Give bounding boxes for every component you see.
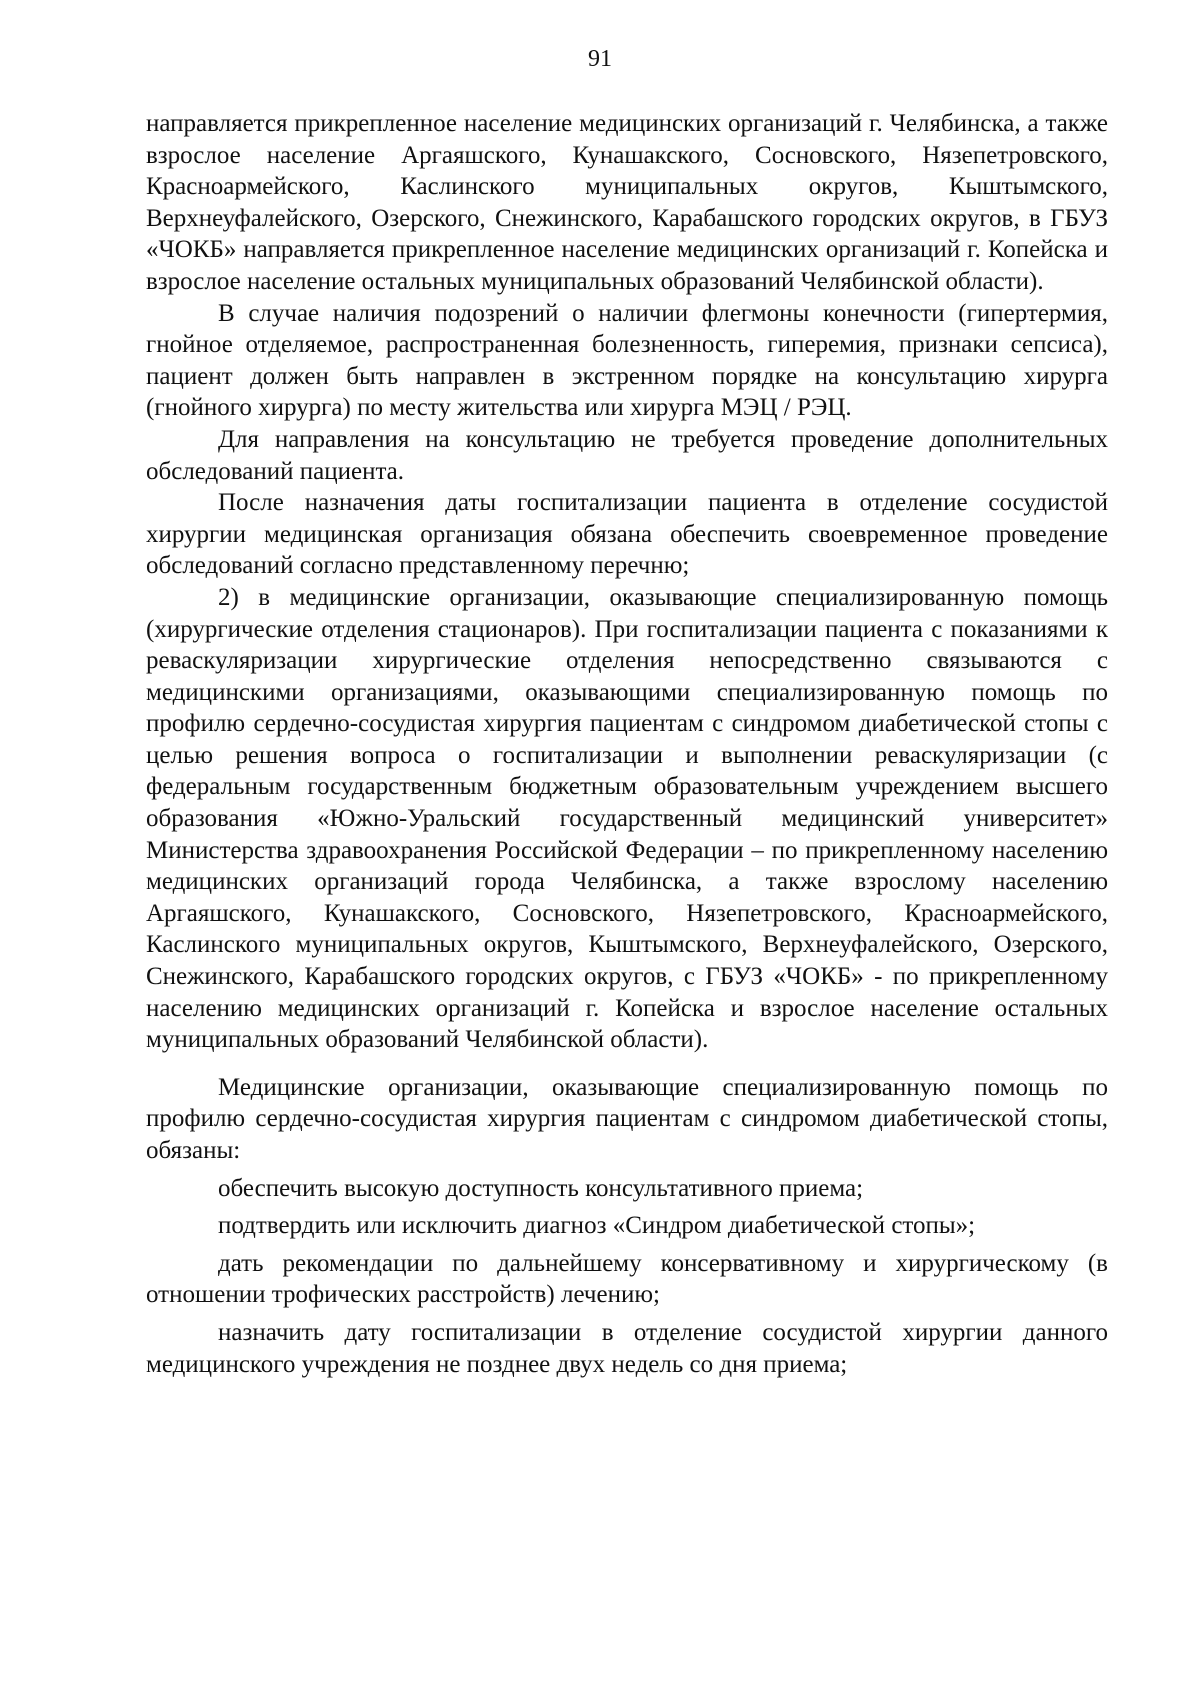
document-body — [146, 108, 1108, 1380]
page-number: 91 — [588, 46, 612, 72]
list-item-hospitalization-date: назначить дату госпитализации в отделение сосудистой хирургии данного медицинского учреждения не позднее двух недель со дня приема; — [146, 1318, 1108, 1378]
paragraph-after-hospitalization-date: После назначения даты госпитализации пациента в отделение сосудистой хирургии медицинская организация обязана обеспечить своевременное проведение обследований согласно представленному перечню; — [146, 489, 1108, 580]
paragraph-item-2: 2) в медицинские организации, оказывающие специализированную помощь (хирургические отделения стационаров). При госпитализации пациента с показаниями к реваскуляризации хирургические отделения непосредственно связываются с медицинскими организациями, оказывающими специализированную помощь по профилю сердечно-сосудистая хирургия пациентам с синдромом диабетической стопы с целью решения вопроса о госпитализации и выполнении реваскуляризации (с федеральным государственным бюджетным образовательным учреждением высшего образования «Южно-Уральский государственный медицинский университет» Министерства здравоохранения Российской Федерации – по прикрепленному населению медицинских организаций города Челябинска, а также взрослому населению Аргаяшского, Кунашакского, Сосновского, Нязепетровского, Красноармейского, Каслинского муниципальных округов, Кыштымского, Верхнеуфалейского, Озерского, Снежинского, Карабашского городских округов, с ГБУЗ «ЧОКБ» - по прикрепленному населению медицинских организаций г. Копейска и взрослое население остальных муниципальных образований Челябинской области). — [146, 583, 1108, 1054]
paragraph-obligations-intro: Медицинские организации, оказывающие специализированную помощь по профилю сердечно-сосудистая хирургия пациентам с синдромом диабетической стопы, обязаны: — [146, 1073, 1108, 1164]
list-item-availability: обеспечить высокую доступность консультативного приема; — [218, 1174, 864, 1202]
paragraph-referral-no-exams: Для направления на консультацию не требуется проведение дополнительных обследований пациента. — [146, 425, 1108, 485]
paragraph-continuation: направляется прикрепленное население медицинских организаций г. Челябинска, а также взрослое население Аргаяшского, Кунашакского, Сосновского, Нязепетровского, Красноармейского, Каслинского муниципальных округов, Кыштымского, Верхнеуфалейского, Озерского, Снежинского, Карабашского городских округов, в ГБУЗ «ЧОКБ» направляется прикрепленное население медицинских организаций г. Копейска и взрослое население остальных муниципальных образований Челябинской области). — [146, 110, 1108, 295]
list-item-diagnosis: подтвердить или исключить диагноз «Синдром диабетической стопы»; — [218, 1212, 976, 1240]
paragraph-phlegmon: В случае наличия подозрений о наличии флегмоны конечности (гипертермия, гнойное отделяемое, распространенная болезненность, гиперемия, признаки сепсиса), пациент должен быть направлен в экстренном порядке на консультацию хирурга (гнойного хирурга) по месту жительства или хирурга МЭЦ / РЭЦ. — [146, 299, 1108, 422]
list-item-recommendations: дать рекомендации по дальнейшему консервативному и хирургическому (в отношении трофических расстройств) лечению; — [146, 1249, 1108, 1309]
